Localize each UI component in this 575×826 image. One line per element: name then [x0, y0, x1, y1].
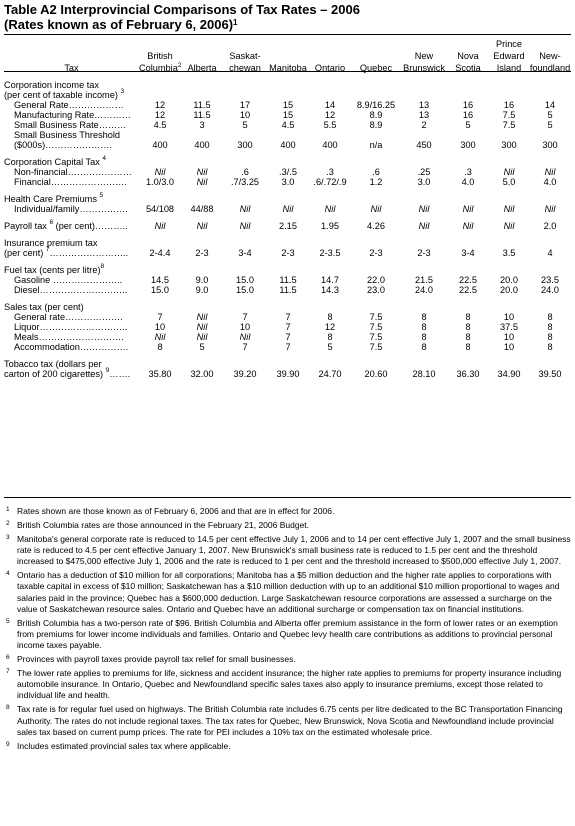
table-cell: 39.90	[276, 369, 300, 379]
table-cell: Nil	[196, 312, 208, 322]
footnote	[4, 534, 571, 568]
table-cell: 5	[547, 110, 553, 120]
row-label: Diesel………………………..	[14, 285, 128, 295]
table-cell: Nil	[239, 221, 251, 231]
table-cell: 35.80	[148, 369, 172, 379]
footnote-text: Manitoba's general corporate rate is reduced to 14.5 per cent effective July 1, 2006 and to 14 per cent effective July 1, 2007 and the small business rate is reduced to 4.5 per cent effective January 1, 2007. New Brunswick's small business rate is reduced to 1.5 per cent and the threshold increased to $475,000 effective July 1, 2006 and the rate is reduced to 1 per cent and the threshold increased to $500,000 effective July 1, 2007.	[17, 533, 571, 567]
table-cell: 15.0	[236, 275, 254, 285]
table-cell: Nil	[462, 221, 474, 231]
table-cell: 7	[242, 312, 248, 322]
table-cell: 7	[285, 312, 291, 322]
table-row	[4, 342, 571, 352]
row-label: Accommodation…………….	[14, 342, 129, 352]
table-row	[4, 214, 571, 231]
table-cell: .3	[464, 167, 472, 177]
table-cell: 5	[242, 120, 248, 130]
footnote-text: British Columbia has a two-person rate of $96. British Columbia and Alberta offer premium assistance in the form of lower rates or an exemption from premiums for lower income individuals and families. Ontario and Quebec levy health care contributions as additions to provincial personal income taxes payable.	[17, 617, 558, 651]
table-row	[4, 120, 571, 130]
table-cell: 8	[547, 322, 553, 332]
table-row	[4, 285, 571, 295]
table-cell: 28.10	[412, 369, 436, 379]
table-cell: 39.20	[233, 369, 257, 379]
table-row	[4, 322, 571, 332]
footnote	[4, 668, 571, 702]
table-title-line1: Table A2 Interprovincial Comparisons of Tax Rates – 2006	[4, 2, 360, 17]
table-cell: Nil	[239, 332, 251, 342]
section-header: Tobacco tax (dollars per	[4, 359, 102, 369]
table-cell: 1.2	[369, 177, 383, 187]
table-cell: 23.5	[541, 275, 559, 285]
table-cell: 8	[327, 332, 333, 342]
bottom-rule	[4, 497, 571, 498]
table-row	[4, 248, 571, 258]
table-cell: 300	[237, 140, 253, 150]
table-cell: 24.70	[318, 369, 342, 379]
tax-rates-table	[4, 38, 571, 379]
col-header-quebec: Quebec	[359, 63, 393, 73]
footnote	[4, 704, 571, 738]
table-cell: 5	[199, 342, 205, 352]
table-cell: 5.5	[323, 120, 337, 130]
footnote-text: Tax rate is for regular fuel used on highways. The British Columbia rate includes 6.75 cents per litre dedicated to the BC Transportation Financing Authority. The rates do not include regional taxes. The tax rates for Quebec, New Brunswick, Nova Scotia and Newfoundland include provincial sales tax based on current pump prices. The rate for PEI includes a 10% tax on the estimated wholesale price.	[17, 704, 563, 737]
table-cell: Nil	[196, 322, 208, 332]
footnote	[4, 520, 571, 531]
table-row	[4, 275, 571, 285]
footnote-text: Provinces with payroll taxes provide payroll tax relief for small businesses.	[17, 654, 296, 665]
table-cell: Nil	[418, 204, 430, 214]
table-cell: 4.0	[461, 177, 475, 187]
table-cell: 2-3	[281, 248, 295, 258]
col-header-nova-scotia: Nova Scotia	[455, 51, 481, 73]
table-cell: .6/.72/.9	[313, 177, 347, 187]
table-cell: 39.50	[538, 369, 562, 379]
table-cell: 22.5	[459, 275, 477, 285]
table-cell: Nil	[196, 221, 208, 231]
table-cell: 37.5	[500, 322, 518, 332]
footnote-number: 4	[6, 569, 10, 577]
footnotes	[4, 506, 571, 754]
table-cell: Nil	[282, 204, 294, 214]
table-cell: 400	[280, 140, 296, 150]
table-cell: 22.0	[367, 275, 385, 285]
table-cell: 14	[544, 100, 556, 110]
table-cell: 8	[547, 312, 553, 322]
title-date-text: (Rates known as of February 6, 2006)	[4, 17, 234, 32]
table-cell: 12	[324, 322, 336, 332]
table-cell: 8	[465, 312, 471, 322]
table-cell: 5	[327, 342, 333, 352]
table-cell: 23.0	[367, 285, 385, 295]
row-label: (per cent) $^7$……………………..	[4, 246, 129, 258]
footnote-number: 8	[6, 704, 10, 712]
table-cell: 3-4	[461, 248, 475, 258]
footnote-text: British Columbia rates are those announced in the February 21, 2006 Budget.	[17, 519, 310, 530]
table-cell: 8	[465, 322, 471, 332]
section-header: Insurance premium tax	[4, 238, 98, 248]
table-cell: 3.5	[502, 248, 516, 258]
table-cell: Nil	[418, 221, 430, 231]
table-cell: .7/3.25	[230, 177, 260, 187]
table-cell: .6	[241, 167, 249, 177]
footnote-number: 1	[6, 506, 10, 513]
table-cell: Nil	[462, 204, 474, 214]
col-header-british-columbia: British Columbia$^2$	[139, 51, 182, 73]
row-label: General rate……………….	[14, 312, 123, 322]
table-cell: 2.0	[543, 221, 557, 231]
top-rule	[4, 34, 571, 35]
table-cell: 300	[501, 140, 517, 150]
table-cell: 8.9	[369, 110, 383, 120]
table-cell: 4	[547, 248, 553, 258]
table-cell: 7.5	[369, 312, 383, 322]
table-cell: 4.0	[543, 177, 557, 187]
table-cell: 8	[421, 312, 427, 322]
section-header: Health Care Premiums $^5$	[4, 192, 104, 204]
table-cell: 9.0	[195, 285, 209, 295]
table-cell: Nil	[370, 204, 382, 214]
table-cell: 8	[421, 342, 427, 352]
table-cell: 15	[282, 100, 294, 110]
table-cell: 2-3	[195, 248, 209, 258]
table-cell: 22.5	[459, 285, 477, 295]
table-cell: 7.5	[369, 322, 383, 332]
table-cell: 8	[421, 322, 427, 332]
table-cell: Nil	[154, 167, 166, 177]
table-cell: Nil	[544, 167, 556, 177]
table-cell: 12	[154, 100, 166, 110]
footnote-text: Includes estimated provincial sales tax where applicable.	[17, 740, 231, 751]
table-row	[4, 204, 571, 214]
table-cell: 4.5	[153, 120, 167, 130]
section-subheader: Small Business Threshold	[14, 130, 121, 140]
footnote	[4, 654, 571, 665]
table-cell: 8	[327, 312, 333, 322]
table-cell: 10	[154, 322, 166, 332]
table-cell: 1.95	[321, 221, 339, 231]
table-cell: 3-4	[238, 248, 252, 258]
row-label: General Rate………………	[14, 100, 124, 110]
table-row	[4, 312, 571, 322]
table-cell: Nil	[196, 177, 208, 187]
table-cell: 8	[547, 332, 553, 342]
table-cell: 24.0	[541, 285, 559, 295]
table-cell: 9.0	[195, 275, 209, 285]
table-cell: 11.5	[193, 110, 211, 120]
table-cell: 12	[324, 110, 336, 120]
row-label: Individual/family…………….	[14, 204, 128, 214]
table-cell: 20.0	[500, 285, 518, 295]
table-cell: .6	[372, 167, 380, 177]
table-cell: 7.5	[502, 120, 516, 130]
section-header: Fuel tax (cents per litre)$^8$	[4, 263, 105, 275]
row-label: Gasoline …………………..	[14, 275, 123, 285]
table-title	[4, 2, 360, 32]
table-cell: Nil	[154, 221, 166, 231]
table-cell: .3/.5	[279, 167, 297, 177]
table-cell: 34.90	[497, 369, 521, 379]
table-row	[4, 177, 571, 187]
table-cell: Nil	[503, 221, 515, 231]
table-cell: 7	[285, 322, 291, 332]
table-cell: 15	[282, 110, 294, 120]
footnote-text: Ontario has a deduction of $10 million for all corporations; Manitoba has a $5 million deduction and the higher rate applies to corporations with taxable capital in excess of $10 million; Saskatchewan has a $10 million deduction with up to an additional $10 million proportional to wages and salaries paid in the province; Quebec has a $600,000 deduction. Large Saskatchewan resource corporations are assessed a surcharge on the value of Saskatchewan resource sales. Ontario and Quebec have an additional surcharge or compensation tax on financial institutions.	[17, 569, 560, 614]
row-label: Liquor………………………..	[14, 322, 128, 332]
footnote-number: 9	[6, 740, 10, 748]
table-cell: 11.5	[193, 100, 211, 110]
footnote	[4, 506, 571, 517]
table-row	[4, 110, 571, 120]
table-row	[4, 100, 571, 110]
section-header: Corporation Capital Tax $^4$	[4, 155, 107, 167]
table-cell: 15.0	[151, 285, 169, 295]
row-label: Non-financial…………………	[14, 167, 132, 177]
table-cell: Nil	[324, 204, 336, 214]
table-cell: 14	[324, 100, 336, 110]
table-cell: 10	[239, 110, 251, 120]
table-cell: 400	[194, 140, 210, 150]
footnote-number: 6	[6, 654, 10, 662]
table-cell: 16	[462, 100, 474, 110]
table-cell: 12	[154, 110, 166, 120]
table-cell: 2-4.4	[149, 248, 171, 258]
table-cell: 10	[239, 322, 251, 332]
table-cell: 7	[157, 312, 163, 322]
table-cell: 14.5	[151, 275, 169, 285]
col-header-manitoba: Manitoba	[269, 63, 307, 73]
footnote	[4, 570, 571, 615]
table-cell: 2-3	[417, 248, 431, 258]
table-cell: 400	[322, 140, 338, 150]
footnote	[4, 741, 571, 752]
title-footnote-ref: 1	[233, 18, 238, 27]
table-cell: 10	[503, 342, 515, 352]
table-row	[4, 369, 571, 379]
table-cell: 3.0	[281, 177, 295, 187]
table-cell: 300	[542, 140, 558, 150]
row-label: Meals……………………….	[14, 332, 124, 342]
table-cell: 10	[503, 312, 515, 322]
table-cell: Nil	[544, 204, 556, 214]
footnote-number: 7	[6, 667, 10, 675]
table-cell: 7	[285, 342, 291, 352]
col-header-pei: Prince Edward Island	[493, 39, 525, 73]
table-cell: .25	[417, 167, 431, 177]
row-label: Small Business Rate………	[14, 120, 127, 130]
table-cell: 11.5	[279, 285, 297, 295]
section-header: Corporation income tax	[4, 80, 99, 90]
table-cell: 17	[239, 100, 251, 110]
table-cell: 14.3	[321, 285, 339, 295]
table-row	[4, 332, 571, 342]
table-cell: 4.5	[281, 120, 295, 130]
table-cell: 1.0/3.0	[145, 177, 175, 187]
row-label: Manufacturing Rate…………	[14, 110, 131, 120]
row-label: ($000s)………………….	[14, 140, 113, 150]
section-subheader: (per cent of taxable income) $^3$	[4, 88, 125, 100]
table-cell: 300	[460, 140, 476, 150]
table-cell: 5	[465, 120, 471, 130]
table-cell: 5.0	[502, 177, 516, 187]
header-row	[4, 38, 571, 74]
table-cell: 7.5	[502, 110, 516, 120]
table-cell: 3.0	[417, 177, 431, 187]
col-header-newfoundland: New- foundland	[529, 51, 571, 73]
table-row	[4, 140, 571, 150]
table-cell: 20.0	[500, 275, 518, 285]
footnote-number: 2	[6, 519, 10, 527]
row-label: carton of 200 cigarettes) $^9$…….	[4, 367, 131, 379]
col-header-saskatchewan: Saskat- chewan	[229, 51, 261, 73]
section-header: Sales tax (per cent)	[4, 302, 84, 312]
table-cell: 2.15	[279, 221, 297, 231]
table-cell: 4.26	[367, 221, 385, 231]
table-cell: 44/88	[190, 204, 214, 214]
footnote-number: 3	[6, 533, 10, 541]
table-cell: 8.9/16.25	[356, 100, 396, 110]
table-cell: 3	[199, 120, 205, 130]
table-cell: Nil	[503, 167, 515, 177]
table-cell: 2-3	[369, 248, 383, 258]
table-cell: 20.60	[364, 369, 388, 379]
table-cell: Nil	[503, 204, 515, 214]
footnote-text: The lower rate applies to premiums for life, sickness and accident insurance; the higher rate applies to premiums for property insurance including automobile insurance. In Ontario, Quebec and Newfoundland specific sales taxes also apply to insurance premiums, except those related to individual life and health.	[17, 667, 562, 701]
table-cell: 7	[285, 332, 291, 342]
row-label: Financial…………………….	[14, 177, 127, 187]
table-cell: Nil	[154, 332, 166, 342]
footnote	[4, 618, 571, 652]
table-cell: 7.5	[369, 332, 383, 342]
table-cell: 16	[503, 100, 515, 110]
table-cell: 24.0	[415, 285, 433, 295]
table-cell: 8	[465, 342, 471, 352]
table-cell: 13	[418, 110, 430, 120]
table-cell: 21.5	[415, 275, 433, 285]
row-label: Payroll tax $^6$ (per cent)………..	[4, 219, 128, 231]
table-cell: 7.5	[369, 342, 383, 352]
table-cell: 2	[421, 120, 427, 130]
table-cell: 11.5	[279, 275, 297, 285]
table-cell: Nil	[196, 332, 208, 342]
table-cell: 32.00	[190, 369, 214, 379]
table-cell: 54/108	[145, 204, 175, 214]
table-cell: 8	[465, 332, 471, 342]
table-cell: 15.0	[236, 285, 254, 295]
col-header-tax: Tax	[64, 63, 79, 73]
table-cell: 7	[242, 342, 248, 352]
col-header-alberta: Alberta	[187, 63, 217, 73]
table-cell: 8.9	[369, 120, 383, 130]
col-header-new-brunswick: New Brunswick	[403, 51, 445, 73]
table-cell: 10	[503, 332, 515, 342]
table-cell: n/a	[369, 140, 383, 150]
table-cell: 5	[547, 120, 553, 130]
table-cell: 13	[418, 100, 430, 110]
footnote-text: Rates shown are those known as of February 6, 2006 and that are in effect for 2006.	[17, 506, 335, 516]
table-cell: 36.30	[456, 369, 480, 379]
table-cell: 14.7	[321, 275, 339, 285]
table-cell: 8	[157, 342, 163, 352]
table-cell: 16	[462, 110, 474, 120]
table-cell: Nil	[239, 204, 251, 214]
table-cell: Nil	[196, 167, 208, 177]
table-row	[4, 167, 571, 177]
table-cell: 400	[152, 140, 168, 150]
table-cell: 8	[547, 342, 553, 352]
table-cell: 450	[416, 140, 432, 150]
table-cell: .3	[326, 167, 334, 177]
table-cell: 2-3.5	[319, 248, 341, 258]
table-title-line2	[4, 17, 360, 32]
footnote-number: 5	[6, 617, 10, 625]
col-header-ontario: Ontario	[314, 63, 346, 73]
table-cell: 8	[421, 332, 427, 342]
